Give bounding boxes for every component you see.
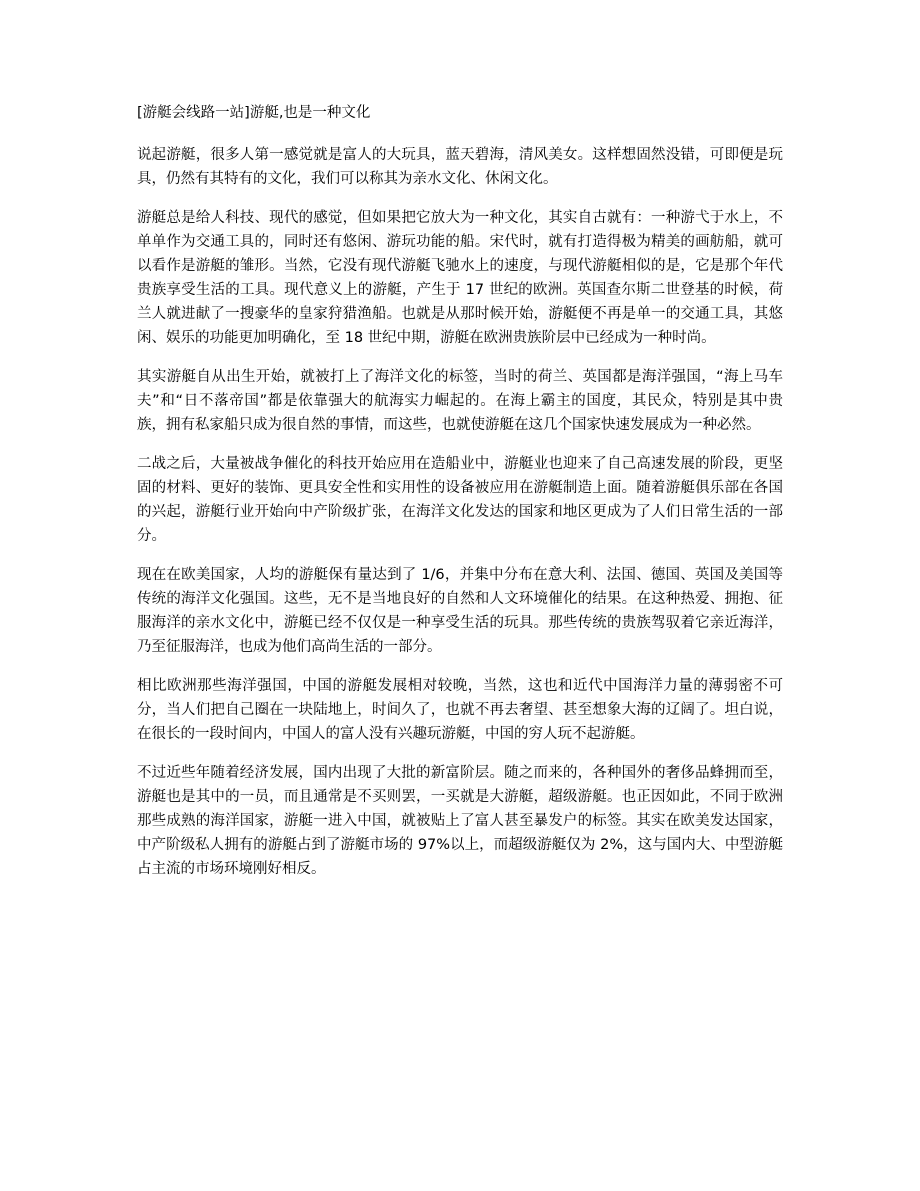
paragraph-7: 不过近些年随着经济发展，国内出现了大批的新富阶层。随之而来的，各种国外的奢侈品蜂拥而至，游艇也是其中的一员，而且通常是不买则罢，一买就是大游艇，超级游艇。也正因如此，不同于欧洲那些成熟的海洋国家，游艇一进入中国，就被贴上了富人甚至暴发户的标签。其实在欧美发达国家，中产阶级私人拥有的游艇占到了游艇市场的 97%以上，而超级游艇仅为 2%，这与国内大、中型游艇占主流的市场环境刚好相反。 [137, 765, 783, 877]
paragraph-4: 二战之后，大量被战争催化的科技开始应用在造船业中，游艇业也迎来了自己高速发展的阶段，更坚固的材料、更好的装饰、更具安全性和实用性的设备被应用在游艇制造上面。随着游艇俱乐部在各国的兴起，游艇行业开始向中产阶级扩张，在海洋文化发达的国家和地区更成为了人们日常生活的一部分。 [137, 456, 783, 544]
paragraph-1: 说起游艇，很多人第一感觉就是富人的大玩具，蓝天碧海，清风美女。这样想固然没错，可即便是玩具，仍然有其特有的文化，我们可以称其为亲水文化、休闲文化。 [137, 147, 783, 187]
document-page [137, 101, 783, 896]
paragraph-3: 其实游艇自从出生开始，就被打上了海洋文化的标签，当时的荷兰、英国都是海洋强国，“海上马车夫”和“日不落帝国”都是依靠强大的航海实力崛起的。在海上霸主的国度，其民众，特别是其中贵族，拥有私家船只成为很自然的事情，而这些，也就使游艇在这几个国家快速发展成为一种必然。 [137, 369, 783, 433]
paragraph-6: 相比欧洲那些海洋强国，中国的游艇发展相对较晚，当然，这也和近代中国海洋力量的薄弱密不可分，当人们把自己圈在一块陆地上，时间久了，也就不再去奢望、甚至想象大海的辽阔了。坦白说，在很长的一段时间内，中国人的富人没有兴趣玩游艇，中国的穷人玩不起游艇。 [137, 678, 783, 742]
paragraph-2: 游艇总是给人科技、现代的感觉，但如果把它放大为一种文化，其实自古就有：一种游弋于水上，不单单作为交通工具的，同时还有悠闲、游玩功能的船。宋代时，就有打造得极为精美的画舫船，就可以看作是游艇的雏形。当然，它没有现代游艇飞驰水上的速度，与现代游艇相似的是，它是那个年代贵族享受生活的工具。现代意义上的游艇，产生于 17 世纪的欧洲。英国查尔斯二世登基的时候，荷兰人就进献了一搜豪华的皇家狩猎渔船。也就是从那时候开始，游艇便不再是单一的交通工具，其悠闲、娱乐的功能更加明确化，至 18 世纪中期，游艇在欧洲贵族阶层中已经成为一种时尚。 [137, 210, 783, 346]
document-title: [游艇会线路一站]游艇,也是一种文化 [137, 105, 371, 121]
paragraph-5: 现在在欧美国家，人均的游艇保有量达到了 1/6，并集中分布在意大利、法国、德国、英国及美国等传统的海洋文化强国。这些，无不是当地良好的自然和人文环境催化的结果。在这种热爱、拥抱、征服海洋的亲水文化中，游艇已经不仅仅是一种享受生活的玩具。那些传统的贵族驾驭着它亲近海洋，乃至征服海洋，也成为他们高尚生活的一部分。 [137, 567, 783, 655]
